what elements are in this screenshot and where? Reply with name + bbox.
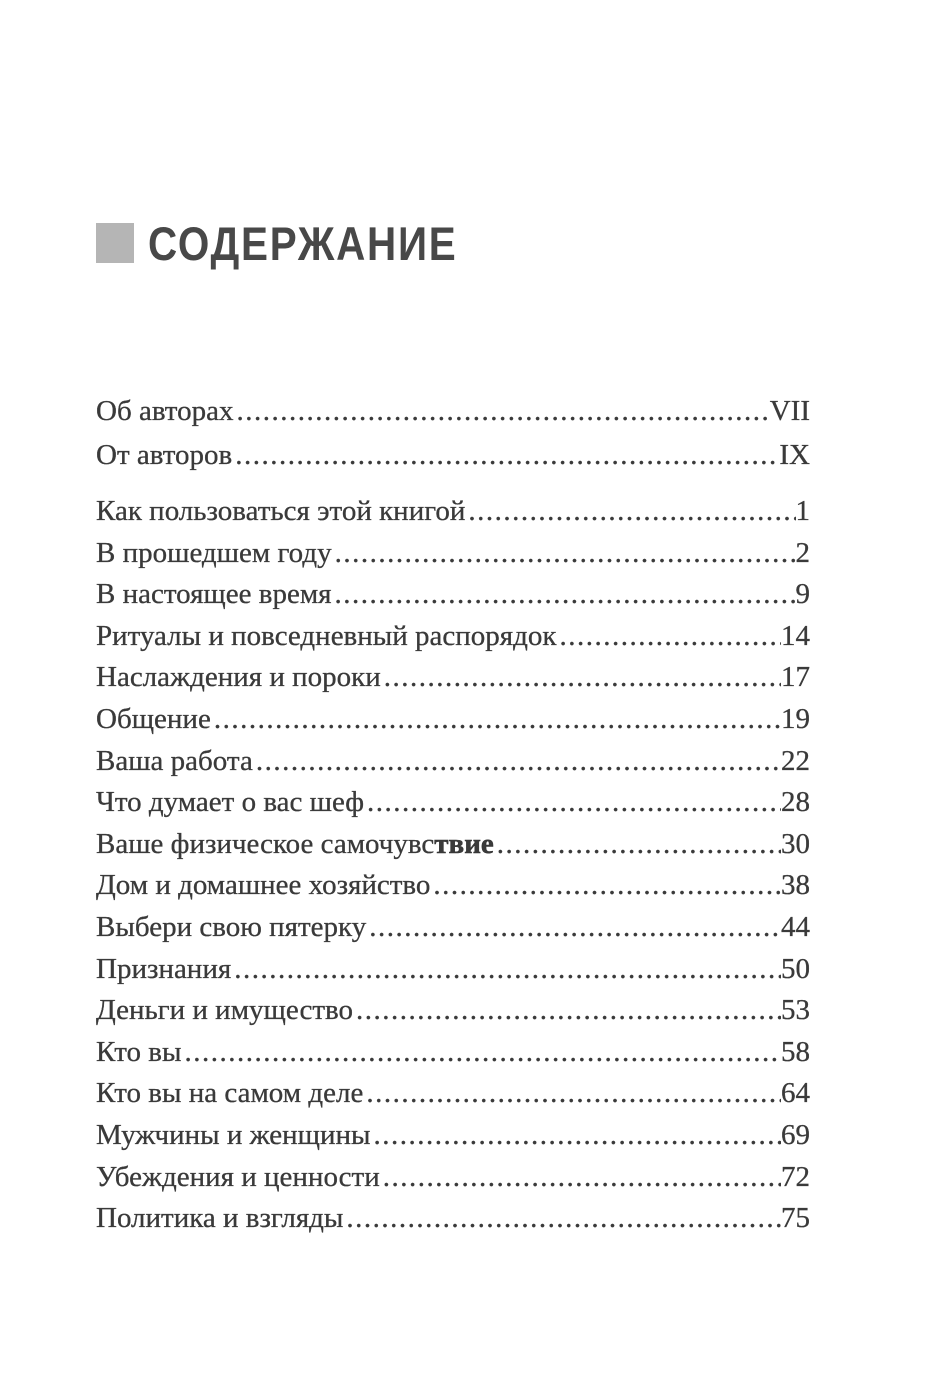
toc-entry bbox=[96, 824, 810, 866]
toc-list bbox=[96, 390, 810, 1240]
dot-leader bbox=[430, 865, 781, 907]
toc-entry-title: Ваша работа bbox=[96, 744, 253, 777]
toc-entry-page: 50 bbox=[781, 952, 810, 985]
toc-entry bbox=[96, 390, 810, 434]
dot-leader bbox=[465, 491, 795, 533]
toc-entry-title: В настоящее время bbox=[96, 578, 332, 611]
toc-entry-title: Общение bbox=[96, 702, 211, 735]
toc-entry-page: 9 bbox=[795, 578, 810, 611]
toc-entry-page: 72 bbox=[781, 1160, 810, 1193]
toc-entry-title: Кто вы bbox=[96, 1035, 182, 1068]
toc-entry-page: 38 bbox=[781, 869, 810, 902]
dot-leader bbox=[181, 1032, 781, 1074]
toc-entry bbox=[96, 782, 810, 824]
toc-entry-title: Ваше физическое самочувствие bbox=[96, 827, 494, 860]
toc-entry bbox=[96, 533, 810, 575]
toc-entry-page: 53 bbox=[781, 994, 810, 1027]
toc-entry bbox=[96, 574, 810, 616]
toc-entry-title: Ритуалы и повседневный распорядок bbox=[96, 619, 557, 652]
dot-leader bbox=[332, 574, 796, 616]
toc-entry bbox=[96, 865, 810, 907]
toc-entry-page: 19 bbox=[781, 702, 810, 735]
dot-leader bbox=[371, 1115, 781, 1157]
toc-entry-title: Выбери свою пятерку bbox=[96, 910, 367, 943]
dot-leader bbox=[381, 657, 781, 699]
dot-leader bbox=[364, 782, 781, 824]
toc-entry-page: 58 bbox=[781, 1035, 810, 1068]
toc-entry bbox=[96, 741, 810, 783]
toc-entry-page: 14 bbox=[781, 619, 810, 652]
toc-chapters-group bbox=[96, 491, 810, 1240]
toc-entry-title: Дом и домашнее хозяйство bbox=[96, 869, 431, 902]
toc-entry-page: 64 bbox=[781, 1077, 810, 1110]
toc-entry bbox=[96, 1073, 810, 1115]
toc-entry-page: 17 bbox=[781, 661, 810, 694]
toc-entry-page: 28 bbox=[781, 786, 810, 819]
dot-leader bbox=[343, 1198, 781, 1240]
dot-leader bbox=[366, 907, 781, 949]
dot-leader bbox=[380, 1157, 781, 1199]
toc-entry-title: Убеждения и ценности bbox=[96, 1160, 380, 1193]
toc-entry-page: 75 bbox=[781, 1202, 810, 1235]
dot-leader bbox=[211, 699, 781, 741]
toc-entry bbox=[96, 699, 810, 741]
dot-leader bbox=[494, 824, 781, 866]
dot-leader bbox=[232, 434, 779, 478]
toc-entry-title: Признания bbox=[96, 952, 232, 985]
toc-front-matter-group bbox=[96, 390, 810, 477]
toc-entry-title: Как пользоваться этой книгой bbox=[96, 495, 466, 527]
toc-entry-page: IX bbox=[779, 438, 810, 471]
toc-entry-page: 1 bbox=[795, 495, 810, 527]
toc-entry-title: Что думает о вас шеф bbox=[96, 786, 364, 819]
toc-entry bbox=[96, 657, 810, 699]
toc-entry-page: VII bbox=[769, 395, 810, 427]
toc-entry bbox=[96, 907, 810, 949]
toc-entry bbox=[96, 949, 810, 991]
toc-entry-title: Кто вы на самом деле bbox=[96, 1077, 364, 1110]
dot-leader bbox=[233, 390, 769, 434]
toc-entry bbox=[96, 491, 810, 533]
toc-entry-page: 2 bbox=[795, 536, 810, 569]
dot-leader bbox=[231, 949, 781, 991]
toc-entry bbox=[96, 1157, 810, 1199]
toc-entry-page: 44 bbox=[781, 910, 810, 943]
toc-entry-page: 22 bbox=[781, 744, 810, 777]
toc-entry bbox=[96, 1198, 810, 1240]
dot-leader bbox=[353, 990, 781, 1032]
dot-leader bbox=[332, 533, 796, 575]
toc-entry-title: В прошедшем году bbox=[96, 536, 332, 569]
toc-entry bbox=[96, 1115, 810, 1157]
title-marker-square-icon bbox=[96, 223, 134, 263]
dot-leader bbox=[253, 741, 781, 783]
page-title: СОДЕРЖАНИЕ bbox=[148, 216, 458, 270]
toc-entry bbox=[96, 616, 810, 658]
toc-entry bbox=[96, 434, 810, 478]
toc-entry-title: Наслаждения и пороки bbox=[96, 661, 381, 694]
toc-entry bbox=[96, 990, 810, 1032]
toc-header bbox=[96, 216, 508, 270]
toc-entry-title: Мужчины и женщины bbox=[96, 1118, 371, 1151]
toc-entry-title: Об авторах bbox=[96, 395, 234, 427]
toc-entry-title: Деньги и имущество bbox=[96, 994, 354, 1027]
toc-entry-page: 69 bbox=[781, 1118, 810, 1151]
dot-leader bbox=[363, 1073, 781, 1115]
toc-entry-page: 30 bbox=[781, 827, 810, 860]
toc-entry-title: Политика и взгляды bbox=[96, 1202, 344, 1235]
toc-entry bbox=[96, 1032, 810, 1074]
dot-leader bbox=[556, 616, 781, 658]
toc-entry-title: От авторов bbox=[96, 438, 233, 471]
